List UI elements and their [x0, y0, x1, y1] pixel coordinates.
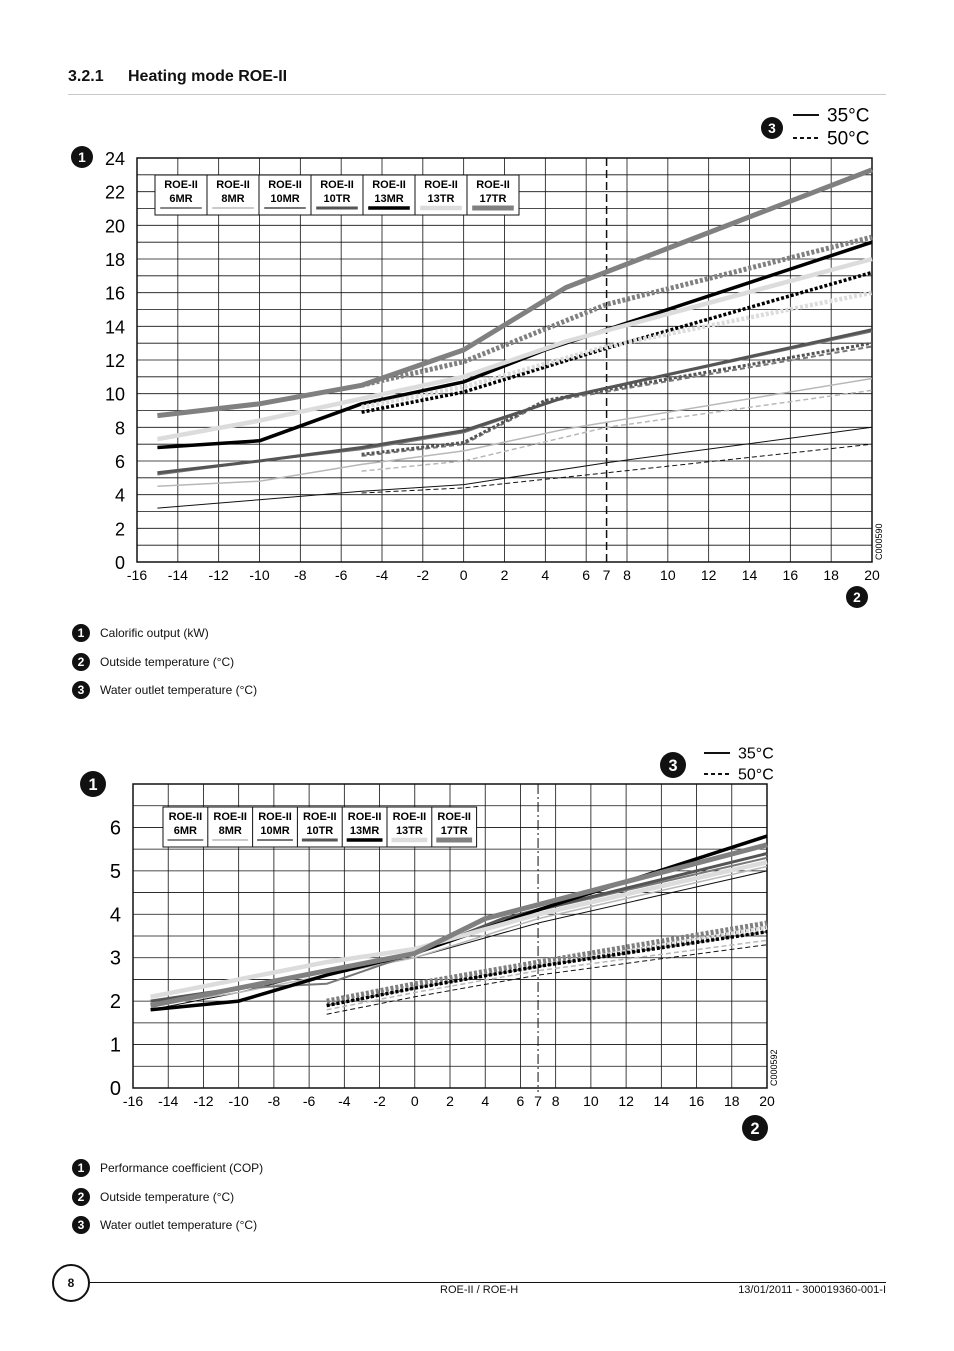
y-tick-label: 6: [109, 817, 121, 840]
legend-label-line2: 10TR: [323, 193, 351, 205]
x-tick-label: 4: [481, 1093, 490, 1109]
x-tick-label: -14: [167, 567, 188, 583]
x-tick-label: -4: [375, 567, 389, 583]
marker-1-icon-label: 1: [78, 149, 86, 165]
x-tick-label: 12: [618, 1093, 634, 1109]
temp-legend-label: 35°C: [827, 105, 870, 127]
key-text: Water outlet temperature (°C): [100, 1218, 258, 1233]
legend-label-line1: ROE-II: [392, 811, 427, 823]
y-tick-label: 3: [109, 947, 121, 970]
marker-1-icon: 1: [72, 624, 90, 642]
marker-3-icon: 3: [72, 681, 90, 699]
y-tick-label: 4: [114, 485, 125, 506]
figure-code: C000590: [874, 523, 884, 560]
legend-label-line1: ROE-II: [476, 179, 510, 191]
marker-1-icon: 1: [72, 1159, 90, 1177]
legend-label-line1: ROE-II: [168, 811, 203, 823]
footer-rule: [70, 1282, 886, 1283]
key-row: [72, 1211, 263, 1240]
x-tick-label: -16: [126, 567, 148, 583]
y-tick-label: 0: [109, 1078, 121, 1100]
x-tick-label: -6: [302, 1093, 316, 1109]
x-tick-label: -6: [334, 567, 348, 583]
x-tick-label: 2: [500, 567, 509, 583]
key-text: Outside temperature (°C): [100, 654, 235, 669]
y-tick-label: 1: [109, 1034, 121, 1057]
x-tick-label: 8: [623, 567, 631, 583]
x-tick-label: 18: [823, 567, 839, 583]
legend-label-line2: 10MR: [270, 193, 300, 205]
marker-1-icon-label: 1: [88, 775, 98, 794]
legend-label-line2: 17TR: [479, 193, 507, 205]
key-text: Performance coefficient (COP): [100, 1161, 264, 1176]
footer-doc-ref: 13/01/2011 - 300019360-001-I: [738, 1284, 886, 1296]
x-tick-label: -8: [294, 567, 307, 583]
marker-3-icon-label: 3: [668, 756, 678, 775]
x-tick-label: 6: [582, 567, 591, 583]
marker-2-icon-label: 2: [750, 1119, 760, 1138]
x-tick-label: 16: [782, 567, 799, 583]
legend-label-line1: ROE-II: [216, 179, 250, 191]
legend-label-line1: ROE-II: [302, 811, 337, 823]
legend-label-line1: ROE-II: [424, 179, 458, 191]
x-tick-label: -16: [122, 1093, 144, 1109]
legend-label-line1: ROE-II: [372, 179, 406, 191]
x-tick-label: -14: [158, 1093, 179, 1109]
legend-label-line1: ROE-II: [437, 811, 472, 823]
x-tick-label: -2: [373, 1093, 386, 1109]
legend-label-line2: 10TR: [306, 825, 334, 837]
temp-legend-label: 50°C: [738, 766, 774, 784]
x-tick-label: 7: [602, 567, 611, 583]
legend-label-line1: ROE-II: [268, 179, 302, 191]
x-tick-label: 20: [759, 1093, 775, 1109]
page-number: 8: [52, 1264, 90, 1302]
x-tick-label: 7: [534, 1093, 542, 1109]
y-tick-label: 24: [104, 149, 125, 169]
x-tick-label: 0: [459, 567, 468, 583]
legend-label-line1: ROE-II: [258, 811, 292, 823]
marker-2-icon: 2: [72, 1188, 90, 1206]
x-tick-label: 4: [541, 567, 550, 583]
legend-label-line2: 13TR: [395, 825, 423, 837]
x-tick-label: -8: [267, 1093, 281, 1109]
key-row: [72, 1183, 263, 1212]
key-row: [72, 1154, 263, 1183]
section-title: Heating mode ROE-II: [128, 68, 288, 85]
temp-legend-label: 50°C: [827, 128, 870, 150]
legend-label-line2: 6MR: [169, 193, 193, 205]
section-number: 3.2.1: [68, 68, 104, 85]
legend-label-line2: 8MR: [221, 193, 245, 205]
x-tick-label: -12: [193, 1093, 214, 1109]
x-tick-label: 16: [688, 1093, 705, 1109]
legend-label-line1: ROE-II: [164, 179, 198, 191]
y-tick-label: 22: [104, 182, 125, 203]
legend-label-line1: ROE-II: [213, 811, 248, 823]
x-tick-label: -10: [249, 567, 270, 583]
x-tick-label: -12: [208, 567, 229, 583]
x-tick-label: 2: [446, 1093, 454, 1109]
marker-3-icon: 3: [72, 1216, 90, 1234]
y-tick-label: 4: [109, 904, 121, 927]
x-tick-label: 10: [660, 567, 676, 583]
key-text: Water outlet temperature (°C): [100, 683, 258, 698]
x-tick-label: 0: [410, 1093, 419, 1109]
marker-2-icon: 2: [72, 653, 90, 671]
x-tick-label: 14: [653, 1093, 670, 1109]
y-tick-label: 2: [109, 991, 121, 1014]
y-tick-label: 2: [114, 519, 125, 540]
marker-2-icon-label: 2: [853, 589, 861, 605]
x-tick-label: 20: [864, 567, 880, 583]
key-text: Calorific output (kW): [100, 626, 209, 641]
legend-label-line2: 10MR: [260, 825, 290, 837]
y-tick-label: 0: [114, 553, 125, 573]
temp-legend-label: 35°C: [738, 745, 774, 763]
legend-label-line2: 13MR: [349, 825, 380, 837]
y-tick-label: 12: [104, 351, 125, 371]
y-tick-label: 16: [104, 283, 125, 304]
x-tick-label: 10: [583, 1093, 599, 1109]
x-tick-label: 8: [551, 1093, 560, 1109]
marker-3-icon-label: 3: [768, 120, 776, 136]
legend-label-line2: 17TR: [440, 825, 468, 837]
y-tick-label: 18: [104, 250, 125, 270]
x-tick-label: 12: [700, 567, 717, 583]
figure-code: C000592: [769, 1049, 779, 1086]
y-tick-label: 6: [114, 452, 125, 472]
x-tick-label: -4: [338, 1093, 351, 1109]
footer-doc-name: ROE-II / ROE-H: [440, 1284, 519, 1296]
legend-label-line2: 13TR: [427, 193, 455, 205]
y-tick-label: 20: [104, 216, 125, 237]
key-text: Outside temperature (°C): [100, 1189, 235, 1204]
legend-label-line2: 13MR: [374, 193, 404, 205]
x-tick-label: 14: [741, 567, 758, 583]
legend-label-line1: ROE-II: [320, 179, 354, 191]
x-tick-label: -10: [228, 1093, 249, 1109]
x-tick-label: -2: [416, 567, 430, 583]
legend-label-line2: 8MR: [218, 825, 242, 837]
y-tick-label: 10: [104, 384, 125, 405]
y-tick-label: 5: [109, 860, 121, 883]
y-tick-label: 8: [114, 418, 125, 439]
legend-label-line2: 6MR: [173, 825, 198, 837]
y-tick-label: 14: [104, 317, 125, 338]
x-tick-label: 18: [723, 1093, 740, 1109]
legend-label-line1: ROE-II: [347, 811, 382, 823]
chart2-key: [72, 1154, 263, 1240]
x-tick-label: 6: [516, 1093, 525, 1109]
